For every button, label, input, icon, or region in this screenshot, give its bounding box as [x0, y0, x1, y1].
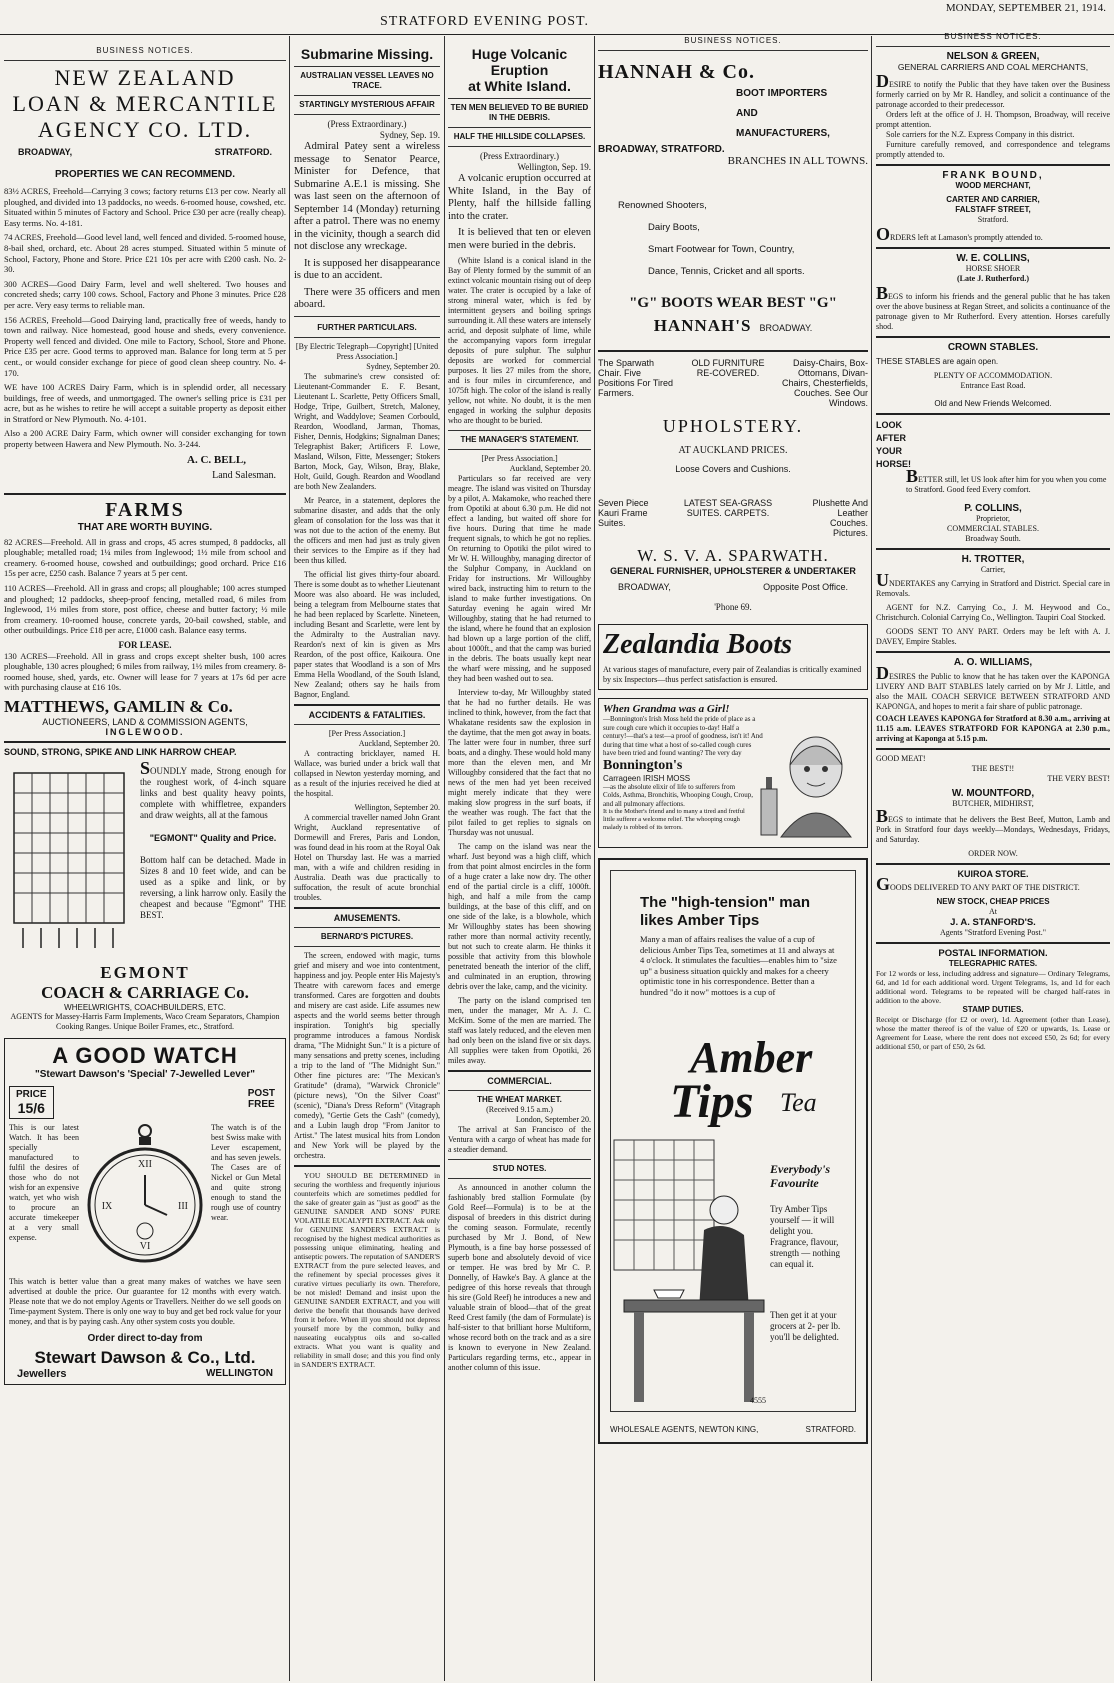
property-listing: 156 ACRES, Freehold—Good Dairying land, practically free of weeds, handy to town and railway. Nice homestead, good house and sheds, every convenience. Property well fenced and divided. One mile to Factory, School, Store and Phone. Price £35 per acre. Good terms to approved man. Balance for long term at 5 per cent., or would consider exchange for piece of good clean sheep country. No. 4-170. — [4, 314, 286, 378]
post-free-label: FREE — [248, 1098, 275, 1110]
address: Opposite Post Office. — [763, 582, 848, 592]
slogan-line: THE BEST!! — [971, 764, 1015, 773]
firm-role: WOOD MERCHANT, — [955, 181, 1031, 190]
advert-text: PLENTY OF ACCOMMODATION. — [933, 371, 1053, 380]
address: FALSTAFF STREET, — [955, 205, 1031, 214]
advert-text: For 12 words or less, including address and signature— Ordinary Telegrams, 6d, and 1d for each additional word. Urgent Telegrams, 1s, and 1d for each additional word. Telegrams to be repeated will be charged half-rates in addition to the above. — [876, 969, 1110, 1005]
firm-name: EGMONT — [100, 962, 190, 982]
article-subheadline: TEN MEN BELIEVED TO BE BURIED IN THE DEBRIS. — [450, 103, 589, 122]
brand-sub: Carrageen IRISH MOSS — [603, 773, 691, 783]
advert-text: Receipt or Discharge (for £2 or over), 1d. Agreement (other than Lease), whose the matter thereof is of the value of £20 or upwards, 1s. Lease or Agreement for Lease, where the rent does not exceed £50, 2s 6d; for every additional £50, or part of £50, 2s 6d. — [876, 1015, 1110, 1051]
slogan-line: THE VERY BEST! — [1047, 774, 1110, 783]
firm-role: WHEELWRIGHTS, COACHBUILDERS, ETC. — [64, 1002, 226, 1012]
firm-town: INGLEWOOD. — [105, 726, 185, 737]
address: STRATFORD. — [214, 147, 272, 157]
williams-advert — [876, 657, 1110, 744]
article-paragraph: The official list gives thirty-four aboard. There is some doubt as to whether Lieutenant Moore was also aboard. He was included, being a telegram from Melbourne states that he had been replaced by Scarlette. Nineteen, including Besant and Scarlette, were lent by the Admiralty to the Australian navy. Reardon's next of kin is given as Mrs Reardon, of the post office, Kaikoura. One paper states that Woodland is a son of Mrs Emma Hella Woodland, of the South Island, New Zealand; others say he hails from Bagnor, England. — [294, 569, 440, 699]
article-paragraph: (White Island is a conical island in the Bay of Plenty formed by the summit of an extinct volcanic mountain rising out of deep water. The crater is occupied by a lake of strong mineral water, which is fed by intermittent geysers and boiling springs surrounding it. All these waters are intensely acrid, and deposit sulphate of lime, while the accompanying vapors form irregular deposits of pure sulphur. The sulphur deposits are worked for commercial purposes. It lies 27 miles from the shore, and is four miles in circumference, and 1075ft high. The color of the island is really yellow, not white. No doubt, it is the men engaged in working the sulphur deposits who are thought to be buried. — [448, 256, 591, 425]
section-heading: BUSINESS NOTICES. — [944, 32, 1042, 41]
firm-role: (Late J. Rutherford.) — [957, 274, 1029, 283]
subheading: THAT ARE WORTH BUYING. — [77, 521, 213, 533]
advert-text: It is the Mother's friend and to many a tired and fretful little sufferer a welcome relief. The whooping cough malady is robbed of its terrors. — [603, 808, 745, 831]
advert-text: Bottom half can be detached. Made in Sizes 8 and 10 feet wide, and can be used as a spike and link, or by reversing, a link harrow only. Easily the cheapest and because "Egmont" THE BEST. — [140, 854, 286, 920]
advert-text: Many a man of affairs realises the value of a cup of delicious Amber Tips Tea, sometimes at 11 and always at 4 o'clock. It stimulates the faculties—enables him to "size up" a business situation quickly and makes for a cheery optimistic tone in his correspondence. Better than a hundred "do it now" mottoes is a cup of — [640, 934, 837, 997]
article-headline: Huge Volcanic Eruption — [471, 46, 568, 78]
bottle-icon — [759, 777, 779, 837]
property-listing: 83½ ACRES, Freehold—Carrying 3 cows; factory returns £13 per cow. Nearly all ploughed, and divided into 13 paddocks, no weeds. 6-roomed house, cowshed, etc. Situated within 5 minutes of Factory and School. Price £30 per acre (really cheap). Easy terms. No. 4-181. — [4, 186, 286, 228]
column-4 — [598, 36, 868, 1683]
article-paragraph: The party on the island comprised ten men, under the manager, Mr A. J. C. McKim. Some of the men are married. The staff was lately reduced, and the eleven men had only been on the island five or six days. All supplies were taken from Opotiki, 26 miles away. — [448, 996, 591, 1065]
hannah-advert — [598, 61, 868, 336]
advert-text: Agents "Stratford Evening Post." — [939, 928, 1047, 937]
advert-text: LATEST SEA-GRASS SUITES. CARPETS. — [683, 498, 773, 518]
column-rule — [444, 36, 445, 1681]
article-source: (Received 9.15 a.m.) — [486, 1105, 553, 1114]
article-paragraph: A volcanic eruption occurred at White Island, in the Bay of Plenty, half the hillside falling into the crater. — [448, 173, 591, 222]
firm-role: Proprietor, — [975, 514, 1011, 523]
firm-name: MATTHEWS, GAMLIN & Co. — [4, 696, 233, 716]
man-at-desk-icon — [614, 1140, 764, 1410]
grandma-portrait-icon — [771, 727, 861, 837]
column-3 — [448, 40, 591, 1683]
article-subheadline: HALF THE HILLSIDE COLLAPSES. — [453, 132, 586, 141]
article-headline: AMUSEMENTS. — [333, 912, 401, 923]
advert-text: THESE STABLES are again open. — [876, 357, 999, 366]
firm-name: A. O. WILLIAMS, — [953, 657, 1033, 668]
svg-text:XII: XII — [138, 1158, 152, 1170]
farm-listing: 82 ACRES—Freehold. All in grass and crops, 45 acres stumped, 8 paddocks, all ploughable; metalled road; 1¼ miles from Inglewood; 1½ mile from school and creamery. 6-roomed house, cowshed and outbuildings; good orchard. Price £16 15s per acre, £250 cash. Balance 7 years at 5 per cent. — [4, 536, 286, 579]
product-line: Smart Footwear for Town, Country, — [648, 244, 795, 255]
advert-slogan: Favourite — [770, 1176, 819, 1190]
firm-name: P. COLLINS, — [964, 503, 1022, 514]
property-listing: Also a 200 ACRE Dairy Farm, which owner will consider exchanging for town property between Hawera and New Plymouth. No. 3-244. — [4, 428, 286, 450]
price-value: 15/6 — [17, 1099, 45, 1116]
firm-name: H. TROTTER, — [961, 554, 1025, 565]
advert-title: Zealandia Boots — [603, 629, 793, 660]
article-dateline: Wellington, September 20. — [354, 802, 440, 812]
advert-title: The "high-tension" man — [640, 894, 811, 911]
article-paragraph: The submarine's crew consisted of: Lieutenant-Commander E. F. Besant, Lieutenant L. Scarlette, Petty Officers Small, Hodge, Tripe, Guilbert, Stretch, Maloney, Wright, and Waddylove; Seamen Corbould, Reardon, Woodland, Jarman, Thomas, Fisher, Dennis, Hodgkins; Signalman Danes; Telegraphist Baker; Artificers F. Lowe, Masland, Wilson, Fitte, Messenger; Stokers Barton, Mock, Gay, Wilson, Bray, Blake, Holt, Guild, Gough. Reardon and Woodland are both New Zealanders. — [294, 371, 440, 491]
sander-advert: YOU SHOULD BE DETERMINED in securing the worthless and frequently injurious counterfeits which are sometimes peddled for the sake of greater gain as "just as good" as the GENUINE SANDER AND SONS' PURE VOLATILE EUCALYPTI EXTRACT. Ask only for GENUINE SANDER'S EXTRACT is recognised by the highest medical authorities as possessing unique eliminating, healing and antiseptic powers. The reputation of SANDER'S EXTRACT from the pure selected leaves, and the refinement by special processes gives it curative virtues peculiarly its own. Therefore, be not misled! Demand and insist upon the GENUINE SANDER EXTRACT, and you will derive the benefit that thousands have derived from it before. When ill you should not depress yourself more by the common, bulky and nauseating eucalyptus oils and so-called extracts. What you want is quality and reliability in small dose; and this you find only in SANDER'S EXTRACT. — [294, 1170, 440, 1369]
firm-name: HANNAH & Co. — [598, 61, 755, 83]
address: BROADWAY, STRATFORD. — [598, 144, 725, 155]
advert-text: Sole carriers for the N.Z. Express Company in this district. — [886, 130, 1075, 139]
advert-slogan: "G" BOOTS WEAR BEST "G" — [629, 295, 837, 311]
newspaper-title: STRATFORD EVENING POST. — [380, 14, 590, 29]
amber-tips-advert — [598, 858, 868, 1444]
price-label: PRICE — [16, 1088, 47, 1100]
collins-advert — [876, 253, 1110, 332]
advert-title: NEW ZEALAND — [54, 65, 236, 90]
firm-name: Stewart Dawson & Co., Ltd. — [34, 1347, 256, 1367]
advert-text: ORDER NOW. — [968, 849, 1018, 858]
firm-role: HORSE SHOER — [965, 264, 1021, 273]
brand-name: Amber — [690, 1033, 813, 1082]
advert-subtitle: "Stewart Dawson's 'Special' 7-Jewelled Lever" — [34, 1068, 256, 1080]
firm-line: BOOT IMPORTERS — [736, 88, 828, 99]
advert-text: Daisy-Chairs, Box-Ottomans, Divan-Chairs, Chesterfields, Couches. See Our Windows. — [781, 358, 868, 408]
farm-listing: 130 ACRES—Freehold. All in grass and crops except shelter bush, 100 acres ploughable, 130 acres ploughed; 6 miles from railway, 1½ miles from creamery. 8-roomed house, shed, yards, etc. Owner will lease for 7 years at 17s 6d per acre with purchasing clause at £16 10s. — [4, 650, 286, 693]
postal-information — [876, 948, 1110, 1051]
firm-name: J. A. STANFORD'S. — [950, 917, 1036, 928]
column-rule — [594, 36, 595, 1681]
agents-town: STRATFORD. — [805, 1425, 856, 1434]
firm-name: W. E. COLLINS, — [956, 253, 1030, 264]
advert-text: GOODS DELIVERED TO ANY PART OF THE DISTRICT. — [876, 874, 1080, 894]
phone: 'Phone 69. — [714, 602, 752, 612]
advert-text: BETTER still, let US look after him for you when you come to Stratford. Good feed Every comfort. — [906, 466, 1107, 494]
advert-title: FARMS — [105, 498, 185, 521]
signature: A. C. BELL, — [187, 453, 246, 466]
advert-text: SOUNDLY made, Strong enough for the roughest work, of 4-inch square links and best quality heavy points, complete with whiffletree, expanders and draw weights, all at the famous — [140, 757, 286, 820]
pocket-watch-icon — [85, 1123, 205, 1273]
advert-text: GOODS SENT TO ANY PART. Orders may be left with A. J. DAVEY, Empire Stables. — [876, 627, 1110, 646]
advert-text: Furniture carefully removed, and correspondence and telegrams promptly attended to. — [876, 140, 1110, 159]
advert-text: This watch is better value than a great many makes of watches we have seen advertised at double the price. Our guarantee for 12 months with every watch. Please note that we do not employ Agents or Travellers. Neither do we sell goods on Time-payment System. There is only one way to buy and get bed rock value for your money, and that is by paying cash. Any other system costs you double. — [9, 1276, 281, 1326]
article-source: [Per Press Association.] — [328, 728, 406, 738]
brand-name: Tips — [670, 1075, 754, 1128]
firm-name: NELSON & GREEN, — [946, 51, 1040, 62]
issue-date: MONDAY, SEPTEMBER 21, 1914. — [945, 2, 1106, 14]
firm-name: HANNAH'S — [653, 316, 752, 335]
advert-text: Try Amber Tips yourself — it will delight you. Fragrance, flavour, strength — nothing can equal it. — [770, 1204, 840, 1269]
advert-title: AGENCY CO. LTD. — [37, 117, 253, 142]
advert-text: At — [989, 907, 997, 916]
firm-name: CROWN STABLES. — [947, 342, 1039, 353]
advert-text: BEGS to intimate that he delivers the Best Beef, Mutton, Lamb and Pork in Stratford four days weekly—Mondays, Wednesdays, Fridays, and Saturday. — [876, 806, 1110, 844]
advert-text: —Bonnington's Irish Moss held the pride of place as a sure cough cure which it occupies to-day! Half a century!—that's a test—a proof of goodness, isn't it! And during that time what a host of so-called cough cures have been tried and found wanting? The very day — [603, 715, 763, 757]
column-2 — [294, 40, 440, 1683]
article-paragraph: There were 35 officers and men aboard. — [294, 286, 440, 310]
article-headline: ACCIDENTS & FATALITIES. — [308, 709, 426, 720]
firm-role: GENERAL CARRIERS AND COAL MERCHANTS, — [897, 62, 1089, 72]
firm-role: AUCTIONEERS, LAND & COMMISSION AGENTS, — [42, 716, 248, 727]
subheading: STAMP DUTIES. — [962, 1005, 1024, 1014]
post-free-label: POST — [247, 1087, 275, 1099]
advert-text: Seven Piece Kauri Frame Suites. — [598, 498, 649, 528]
advert-text: At various stages of manufacture, every pair of Zealandias is critically examined by six Inspectors—thus perfect satisfaction is ensured. — [603, 665, 862, 684]
article-subheadline: STARTINGLY MYSTERIOUS AFFAIR — [299, 100, 435, 109]
article-paragraph: It is believed that ten or eleven men were buried in the debris. — [448, 227, 591, 251]
advert-text: Orders left at the office of J. H. Thompson, Broadway, will receive prompt attention. — [876, 110, 1110, 129]
slogan-line: LOOK — [876, 420, 902, 430]
column-rule — [289, 36, 290, 1681]
address: BROADWAY. — [759, 323, 813, 333]
article-dateline: Sydney, Sep. 19. — [379, 130, 440, 140]
article-subheadline: AUSTRALIAN VESSEL LEAVES NO TRACE. — [300, 71, 434, 90]
zealandia-advert — [598, 624, 868, 690]
advert-text: DESIRE to notify the Public that they have taken over the Business formerly carried on by Mr R. Handley, and solicit a continuance of the patronage accorded to their predecessor. — [876, 71, 1110, 109]
firm-name: W. MOUNTFORD, — [951, 788, 1035, 799]
subheading: FOR LEASE. — [118, 640, 172, 650]
crown-stables-advert — [876, 342, 1110, 409]
advert-title: When Grandma was a Girl! — [603, 703, 730, 715]
advert-slogan: "EGMONT" Quality and Price. — [149, 832, 277, 843]
advert-text: This is our latest Watch. It has been specially manufactured to fulfil the desires of those who do not wish for an expensive watch, yet who wish to procure an accurate timekeeper at a very small expense. — [9, 1122, 79, 1242]
trotter-advert — [876, 554, 1110, 647]
advert-text: AT AUCKLAND PRICES. — [678, 445, 788, 456]
article-dateline: Sydney, September 20. — [366, 361, 440, 371]
firm-name: W. S. V. A. SPARWATH. — [637, 546, 829, 565]
firm-role: Jewellers — [17, 1367, 67, 1380]
harrow-advert — [4, 747, 286, 1032]
firm-role: GENERAL FURNISHER, UPHOLSTERER & UNDERTAKER — [610, 566, 856, 576]
article-paragraph: The screen, endowed with magic, turns grief and misery and woe into contentment, happiness and joy. People enter His Majesty's Theatre with careworn faces and emerge transformed. Cares are forgotten and doubts and misery are cast aside. Life assumes new aspects and the world seems better through inspiration. Tonight's big specially programme introduces a famous Nordisk drama, "The Midnight Sun." It is a picture of many sensations and pretty scenes, including a trip to the land of "The Midnight Sun." Other fine pictures are: "The Mexican's Gratitude" (drama), "Warwick Chronicle" (picture news), "On the Silver Coast" (scenic), "Diana's Dress Reform" (Vitagraph comedy), "Gertie Gets the Cash" (comedy), and a Lubin laugh drop "From Janitor to Artist." The latest musical hits from London and New York will be played by the orchestra. — [294, 950, 441, 1160]
article-subheadline: BERNARD'S PICTURES. — [320, 931, 414, 941]
article-paragraph: It is supposed her disappearance is due to an accident. — [294, 257, 440, 281]
advert-text: The watch is of the best Swiss make with Lever escapement, and has seven jewels. The Cases are of Nickel or Gun Metal and quite strong enough to stand the rough use of country wear. — [211, 1122, 281, 1222]
frank-bound-advert — [876, 170, 1110, 243]
farm-listing: 110 ACRES—Freehold. All in grass and crops; all ploughable; 100 acres stumped and ploughed; 12 paddocks, sheep-proof fencing, metalled road, 6 miles from Inglewood, 1½ miles from store, post office, cheese and butter factory; ½ mile from creamery. 10-roomed house, concrete yards, 20-bail cowshed, stable, and other outbuildings. Price £18 per acre, £1000 cash. Balance easy terms. — [4, 583, 286, 636]
slogan-line: GOOD MEAT! — [876, 754, 926, 763]
brand-tea: Tea — [780, 1088, 817, 1117]
brand-name: Bonnington's — [603, 757, 683, 773]
slogan-line: YOUR — [876, 446, 903, 456]
advert-title: LOAN & MERCANTILE — [12, 91, 278, 116]
bonnington-advert — [598, 698, 868, 848]
watch-illustration — [79, 1123, 211, 1273]
advert-text: DESIRES the Public to know that he has taken over the KAPONGA LIVERY AND BAIT STABLES lately carried on by Mr J. Little, and also the MAIL COACH SERVICE BETWEEN STRATFORD AND KAPONGA, and hopes to merit a fair share of public patronage. — [876, 663, 1110, 711]
article-subheadline: FURTHER PARTICULARS. — [317, 322, 417, 332]
subheading: PROPERTIES WE CAN RECOMMEND. — [54, 169, 235, 180]
slogan-line: HORSE! — [876, 459, 912, 469]
address: BROADWAY, — [18, 147, 73, 157]
advert-title: likes Amber Tips — [640, 912, 760, 929]
advert-text: NEW STOCK, CHEAP PRICES — [936, 897, 1050, 906]
advert-number: 4555 — [750, 1396, 766, 1405]
property-listing: 74 ACRES, Freehold—Good level land, well fenced and divided. 5-roomed house, 8-bail shed, orchard, etc. About 28 acres stumped. Situated within 5 minute of School, Factory, Phone and Store. Price £21 10s per acre with £200 cash. No. 2-30. — [4, 232, 286, 275]
property-listing: WE have 100 ACRES Dairy Farm, which is in splendid order, all necessary buildings, free of weeds, and unmortgaged. The owner's selling price is £31 per acre, but as he wishes to retire he will accept a suitable property as deposit either in Stratford or New Plymouth. No. 4-101. — [4, 382, 286, 424]
property-listing: 300 ACRES—Good Dairy Farm, level and well sheltered. Two houses and concreted sheds; carry 100 cows. School, Factory and Phone 3 minutes. Price £28 per acre. Very easy terms to reliable man. — [4, 278, 286, 310]
article-paragraph: A commercial traveller named John Grant Wright, Auckland representative of Dormewill and Freres, Paris and London, was found dead in his room at the Royal Oak Hotel on Thursday last. He was a married man, with a wife and children residing in Australia. Death was due practically to suffocation, the result of acute bronchial troubles. — [294, 812, 440, 902]
firm-name: FRANK BOUND, — [942, 170, 1044, 181]
firm-name: KUIROA STORE. — [957, 869, 1029, 879]
kuiroa-advert — [876, 869, 1110, 938]
article-dateline: London, September 20. — [515, 1115, 591, 1124]
watch-advert — [4, 1038, 286, 1385]
article-paragraph: A contracting bricklayer, named H. Wallace, was buried under a brick wall that collapsed in Newton yesterday morning, and as a result of the injuries received he died at the hospital. — [294, 748, 440, 798]
article-headline: COMMERCIAL. — [487, 1076, 552, 1086]
article-source: (Press Extraordinary.) — [327, 119, 407, 129]
firm-role: BUTCHER, MIDHIRST, — [952, 799, 1034, 808]
firm-role: CARTER AND CARRIER, — [946, 195, 1040, 204]
article-paragraph: As announced in another column the fashionably bred stallion Formulate (by Gold Reef—Formula) is to be at the disposal of breeders in this district during the coming season. Formulate, recently purchased by Mr J. Bond, of New Plymouth, is a fine bay horse possessed of superb bone and absolutely devoid of vice or temper. He was bred by Mr C. P. Donnelly, of Hawke's Bay. A glance at the pedigree of this horse reveals that through his sire (Gold Reef) he introduces a new and valuable strain of blood—that of the great Reed Crest family (the dam of Formulate) is half-sister to that brilliant horse Multiform, whose record both on the track and as a sire is known to everyone in New Zealand. Particulars regarding terms, etc., appear in another column of this issue. — [448, 1183, 591, 1372]
advert-text: UNDERTAKES any Carrying in Stratford and District. Special care in Removals. — [876, 570, 1110, 598]
look-after-horse-advert — [876, 419, 1110, 544]
advert-title: A GOOD WATCH — [52, 1042, 238, 1068]
article-headline: at White Island. — [468, 78, 571, 94]
firm-line: MANUFACTURERS, — [736, 128, 830, 139]
svg-text:VI: VI — [139, 1240, 151, 1252]
firm-name: COACH & CARRIAGE Co. — [41, 982, 249, 1002]
mountford-advert — [876, 754, 1110, 859]
firm-town: WELLINGTON — [205, 1367, 273, 1379]
nelson-green-advert — [876, 51, 1110, 160]
section-heading: BUSINESS NOTICES. — [684, 36, 782, 45]
advert-text: BEGS to inform his friends and the general public that he has taken over the above business at Regan Street, and solicits a continuance of the patronage given to Mr Rutherford. Every attention. Horses carefully shod. — [876, 283, 1110, 331]
advert-title: SOUND, STRONG, SPIKE AND LINK HARROW CHEAP. — [4, 746, 237, 757]
firm-agents: AGENTS for Massey-Harris Farm Implements, Waco Cream Separators, Champion Cooking Ranges. Unique Boiler Frames, etc., Stratford. — [10, 1011, 280, 1031]
slogan-line: AFTER — [876, 433, 906, 443]
svg-text:IX: IX — [101, 1200, 113, 1212]
advert-slogan: Everybody's — [770, 1162, 830, 1176]
article-headline: STUD NOTES. — [492, 1164, 547, 1173]
firm-role: Carrier, — [980, 565, 1006, 574]
article-paragraph: Admiral Patey sent a wireless message to Senator Pearce, Minister for Defence, that Submarine A.E.1 is missing. She was last seen on the afternoon of September 14 (Monday) returning after a patrol. There was no enemy in the vicinity, though a search did not disclose any wreckage. — [294, 141, 440, 252]
sparwath-advert — [598, 358, 868, 612]
article-dateline: Wellington, Sep. 19. — [517, 162, 591, 172]
advert-text: Old and New Friends Welcomed. — [934, 399, 1052, 408]
product-line: Dance, Tennis, Cricket and all sports. — [648, 266, 805, 277]
advert-text: OLD FURNITURE RE-COVERED. — [691, 358, 765, 378]
svg-text:III: III — [178, 1200, 188, 1212]
article-paragraph: The camp on the island was near the wharf. Just beyond was a high cliff, which from that point almost encircles in the form of a huge crater a lake now dry. The other end of the partial circle is a cliff, 1000ft. high, and half a mile from the camp buildings, at the base of this cliff, and on one side of the lake, is a blowhole, which Mr Willoughby states has been showing rather more than normal activity recently, but not such to create alarm. He thinks it possible that activity from this blowhole penetrated beneath the interior of the cliff, and culminated in an eruption, throwing debris over the lake, camp, and the vicinity. — [448, 842, 591, 991]
harrow-illustration — [4, 763, 134, 963]
agents: WHOLESALE AGENTS, NEWTON KING, — [610, 1425, 759, 1434]
branches: BRANCHES IN ALL TOWNS. — [727, 155, 868, 167]
advert-text: Then get it at your grocers at 2- per lb. you'll be delighted. — [770, 1310, 841, 1342]
harrow-icon — [4, 763, 134, 963]
advert-text: The Sparwath Chair. Five Positions For Tired Farmers. — [598, 358, 674, 398]
advert-text: Loose Covers and Cushions. — [675, 464, 791, 474]
signature-title: Land Salesman. — [212, 469, 276, 481]
article-paragraph: The arrival at San Francisco of the Ventura with a cargo of wheat has made for a steadier demand. — [448, 1125, 591, 1154]
article-paragraph: Interview to-day, Mr Willoughby stated that he had no further details. He was inclined to think, however, from the fact that Whakatane residents saw the explosion in the daytime, that the men got away in boats. The latter were four in number, three surf boats, and a dinghy. These would hold many more than the eleven men, and Mr Willoughby considered that the fact that no news of the men had yet been received might merely indicate that they were making slow progress in the surf boats, if the weather was rough. The fact that the pilot failed to get replies to signals on Thursday was not unusual. — [448, 688, 591, 837]
advert-text: Entrance East Road. — [960, 381, 1026, 390]
advert-text: —as the absolute elixir of life to sufferers from Colds, Asthma, Bronchitis, Whooping Cough, Croup, and all pulmonary affections. — [603, 782, 753, 808]
address: BROADWAY, — [618, 582, 671, 592]
article-paragraph: Mr Pearce, in a statement, deplores the submarine disaster, and adds that the only gleam of consolation for the loss was that it was not due to the action of the enemy. But the officers and men had just as truly given their services to the Empire as if they had been thus killed. — [294, 495, 440, 565]
address: Broadway South. — [965, 534, 1021, 543]
column-1 — [4, 40, 286, 1683]
advert-title: UPHOLSTERY. — [662, 416, 804, 436]
column-5 — [876, 32, 1110, 1683]
article-dateline: Auckland, September 20. — [509, 464, 591, 473]
article-subheadline: THE MANAGER'S STATEMENT. — [460, 435, 579, 444]
article-source: [By Electric Telegraph—Copyright] [United Press Association.] — [295, 341, 439, 361]
firm-role: COMMERCIAL STABLES. — [947, 524, 1039, 533]
advert-text: ORDERS left at Lamason's promptly attended to. — [876, 224, 1043, 244]
firm-line: AND — [736, 108, 758, 119]
nz-loan-advert — [4, 65, 286, 481]
advert-text: Plushette And Leather Couches. Pictures. — [812, 498, 868, 538]
section-heading: BUSINESS NOTICES. — [96, 46, 194, 55]
advert-text: AGENT for N.Z. Carrying Co., J. M. Heywood and Co., Christchurch. Colonial Carrying Co., Wellington. Taupiri Coal Stocked. — [876, 603, 1110, 622]
column-rule — [871, 36, 872, 1681]
product-line: Renowned Shooters, — [618, 200, 707, 211]
address: Stratford. — [977, 215, 1009, 224]
section-title: POSTAL INFORMATION. — [938, 948, 1048, 959]
article-subheadline: THE WHEAT MARKET. — [477, 1095, 562, 1104]
article-dateline: Auckland, September 20. — [358, 738, 440, 748]
farms-advert — [4, 499, 286, 737]
order-line: Order direct to-day from — [87, 1332, 203, 1344]
article-source: (Press Extraordinary.) — [480, 151, 559, 161]
advert-text: COACH LEAVES KAPONGA for Stratford at 8.30 a.m., arriving at 11.15 a.m. LEAVES STRATFORD FOR KAPONGA at 2.30 p.m., arriving at Kaponga at 5.15 p.m. — [876, 714, 1110, 743]
product-line: Dairy Boots, — [648, 222, 700, 233]
article-headline: Submarine Missing. — [300, 46, 434, 62]
article-source: [Per Press Association.] — [481, 454, 558, 463]
subheading: TELEGRAPHIC RATES. — [948, 959, 1038, 968]
article-paragraph: Particulars so far received are very meagre. The island was visited on Thursday by a pilot, A. Makamoke, who reached there from Opotiki at about 6.30 p.m. He did not effect a landing, but waited off shore for five hours. During that time he made frequent signals, to which he got no replies. On returning to Opotiki the pilot wired to Mr W. H. Willoughby, managing director of the Sulphur Company, in Auckland on Friday for instructions. Mr Willoughby wired back, instructing him to return to the island to make further investigations. On Saturday evening he again wired Mr Willoughby, stating that he had returned to the island, where he found that an explosion had blown up a large portion of the cliff, about 1000ft., and that the camp was buried in the debris. The boats usually kept near the wharf were missing, and he supposed they had been washed out to sea. — [448, 474, 591, 683]
